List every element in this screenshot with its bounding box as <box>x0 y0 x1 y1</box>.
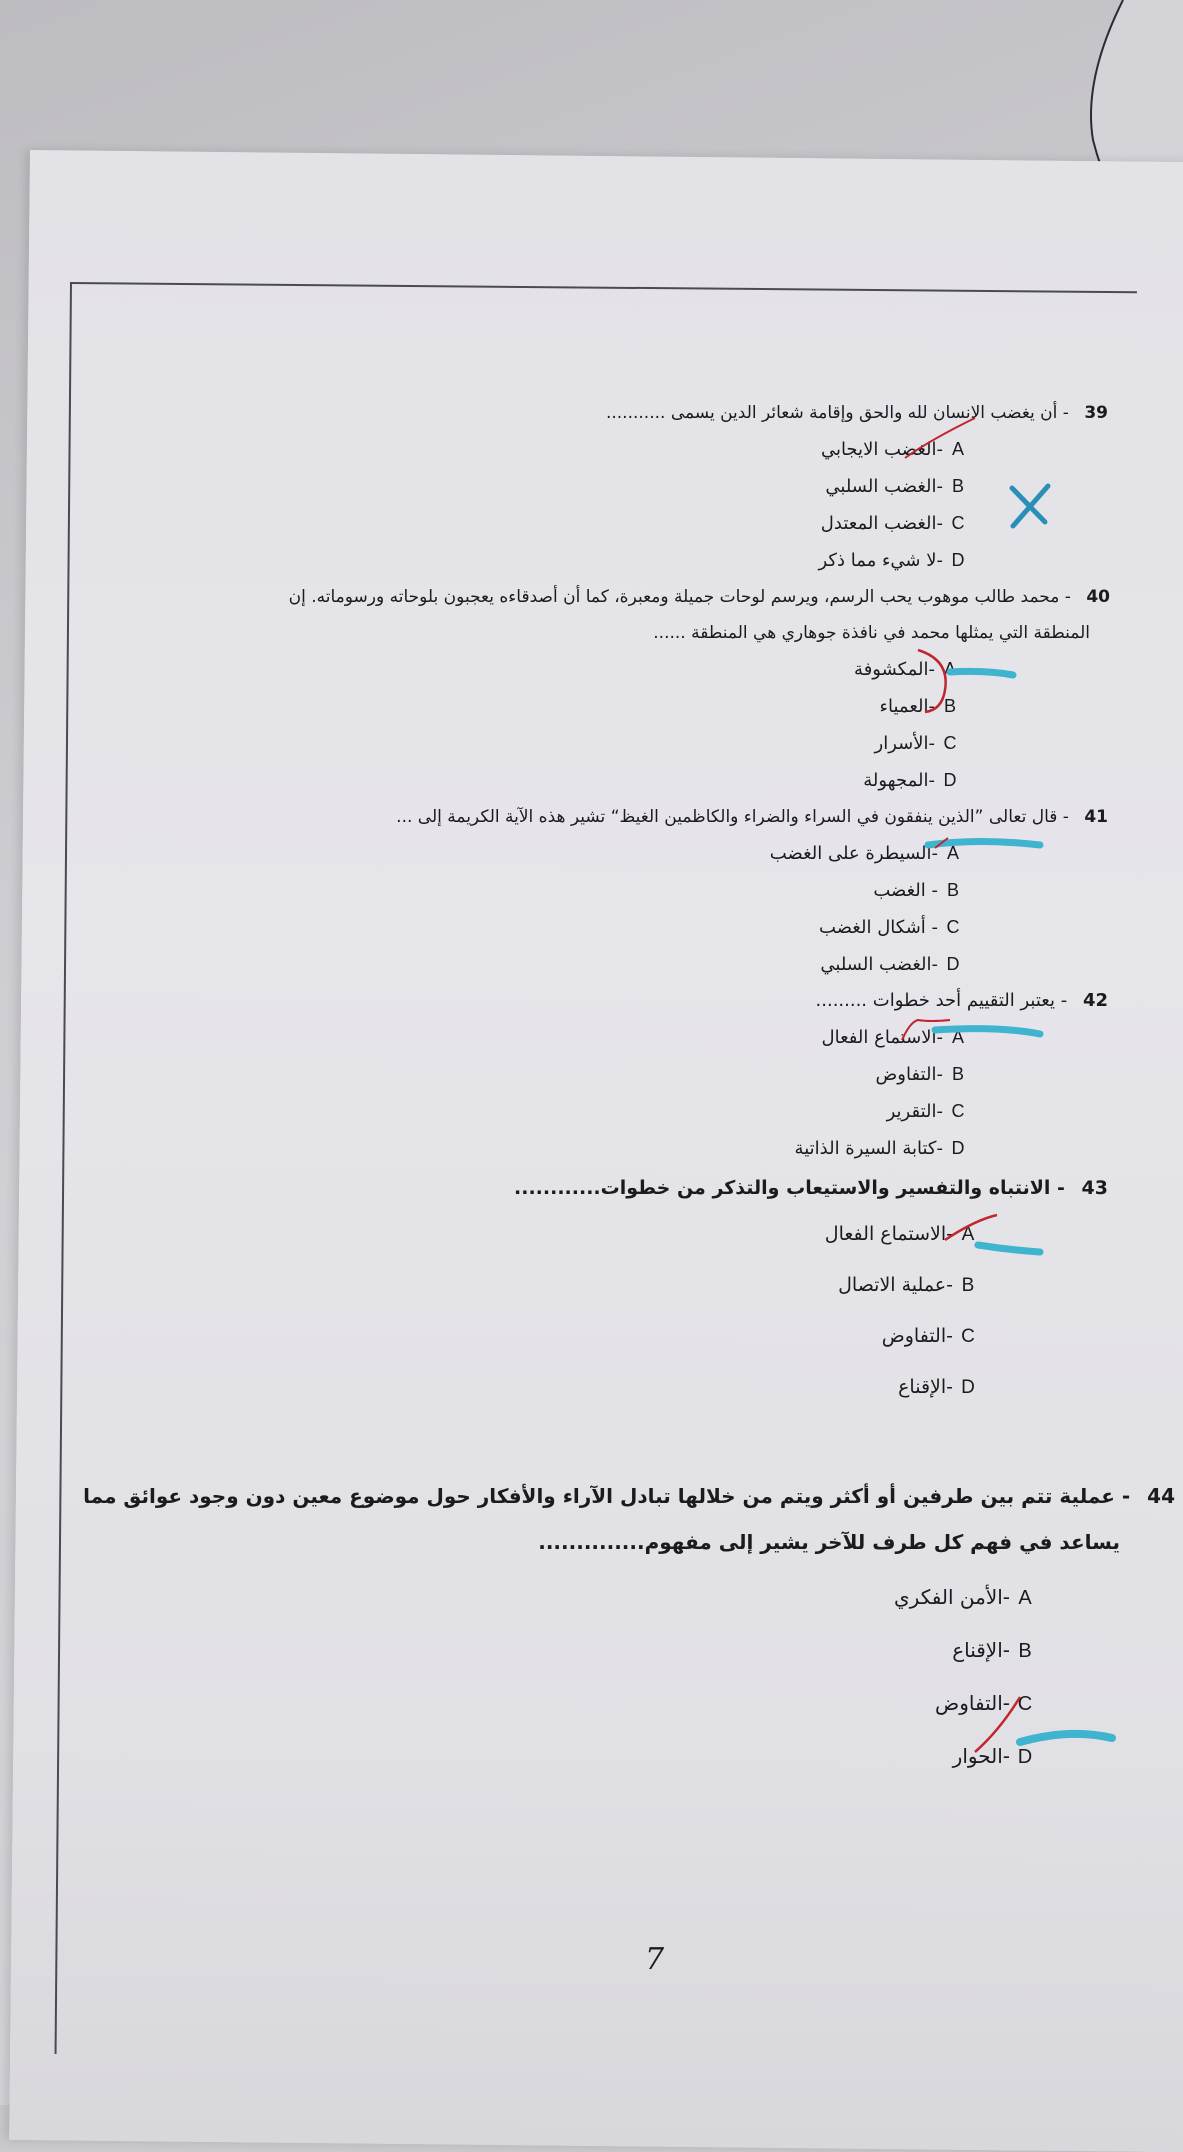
option-letter: D <box>943 770 957 790</box>
option-text: -الحوار <box>952 1744 1010 1768</box>
option-letter: A <box>961 1224 975 1245</box>
option-letter: C <box>1017 1693 1033 1715</box>
question-number: 41 <box>1084 807 1108 827</box>
option-text: -الاستماع الفعال <box>824 1223 953 1245</box>
option-text: -التقرير <box>886 1101 943 1122</box>
option-letter: C <box>943 733 957 753</box>
question-line: - يعتبر التقييم أحد خطوات ......... <box>815 990 1068 1011</box>
option-letter: D <box>951 550 965 570</box>
option-text: -الإقناع <box>952 1638 1010 1662</box>
option-text: -المجهولة <box>863 770 935 791</box>
question-number: 40 <box>1086 587 1110 607</box>
option-text: - أشكال الغضب <box>819 917 938 938</box>
option-text: -الغضب المعتدل <box>820 513 943 534</box>
option-letter: D <box>946 954 960 974</box>
option-text: -الاستماع الفعال <box>821 1027 943 1048</box>
option-letter: B <box>943 696 956 716</box>
option-text: -السيطرة على الغضب <box>769 843 938 864</box>
option-text: -الغضب الايجابي <box>820 439 943 460</box>
option-text: -العمياء <box>879 696 935 717</box>
question-number: 44 <box>1147 1484 1175 1508</box>
option-letter: A <box>951 439 964 459</box>
option-letter: B <box>1018 1640 1032 1662</box>
red-tick-mark <box>945 1215 997 1240</box>
page-number: 7 <box>645 1942 665 1977</box>
option-letter: D <box>1017 1746 1033 1768</box>
option-letter: C <box>961 1326 975 1347</box>
option-text: -عملية الاتصال <box>838 1274 953 1296</box>
option-letter: D <box>951 1138 965 1158</box>
red-bracket-mark <box>918 650 946 712</box>
option-letter: A <box>943 659 956 679</box>
option-letter: C <box>946 917 960 937</box>
option-text: -المكشوفة <box>854 659 935 680</box>
option-text: - الغضب <box>873 880 938 901</box>
question-line: - عملية تتم بين طرفين أو أكثر ويتم من خلالها تبادل الآراء والأفكار حول موضوع معين دون وجود عوائق مما <box>83 1484 1131 1508</box>
option-text: -كتابة السيرة الذاتية <box>794 1138 943 1159</box>
option-letter: B <box>946 880 959 900</box>
option-text: -الأمن الفكري <box>894 1585 1010 1609</box>
blue-highlight-mark <box>950 671 1013 675</box>
question-line: - أن يغضب الانسان لله والحق وإقامة شعائر الدين يسمى ........... <box>605 403 1069 423</box>
x-mark-icon <box>1012 486 1048 526</box>
red-tick-mark <box>975 1697 1020 1752</box>
option-text: -الغضب السلبي <box>825 476 943 497</box>
blue-highlight-mark <box>928 842 1040 846</box>
option-text: -الغضب السلبي <box>820 954 938 975</box>
option-letter: A <box>951 1027 964 1047</box>
blue-highlight-mark <box>1020 1734 1112 1742</box>
question-line: يساعد في فهم كل طرف للآخر يشير إلى مفهوم.............. <box>538 1530 1120 1554</box>
option-letter: C <box>951 1101 965 1121</box>
option-text: -التفاوض <box>875 1064 943 1085</box>
blue-highlight-mark <box>978 1245 1040 1252</box>
question-line: المنطقة التي يمثلها محمد في نافذة جوهاري هي المنطقة ...... <box>653 623 1090 643</box>
option-text: -لا شيء مما ذكر <box>818 550 943 571</box>
question-line: - محمد طالب موهوب يحب الرسم، ويرسم لوحات جميلة ومعبرة، كما أن أصدقاءه يعجبون بلوحاته ورسوماته. إن <box>288 587 1071 607</box>
question-line: - الانتباه والتفسير والاستيعاب والتذكر من خطوات............ <box>514 1177 1065 1199</box>
question-line: - قال تعالى ”الذين ينفقون في السراء والضراء والكاظمين الغيظ“ تشير هذه الآية الكريمة إلى ... <box>396 807 1069 827</box>
option-text: -التفاوض <box>881 1325 953 1347</box>
question-number: 43 <box>1081 1177 1108 1199</box>
question-number: 39 <box>1084 403 1108 423</box>
option-text: -التفاوض <box>935 1691 1010 1715</box>
option-letter: A <box>946 843 959 863</box>
question-number: 42 <box>1082 990 1108 1011</box>
option-letter: B <box>961 1275 975 1296</box>
option-letter: B <box>951 1064 964 1084</box>
red-tick-mark <box>905 418 975 458</box>
option-text: -الإقناع <box>898 1376 953 1398</box>
option-letter: C <box>951 513 965 533</box>
option-letter: B <box>951 476 964 496</box>
option-text: -الأسرار <box>874 733 935 754</box>
blue-highlight-mark <box>935 1029 1040 1034</box>
option-letter: A <box>1018 1587 1032 1609</box>
option-letter: D <box>961 1377 975 1398</box>
